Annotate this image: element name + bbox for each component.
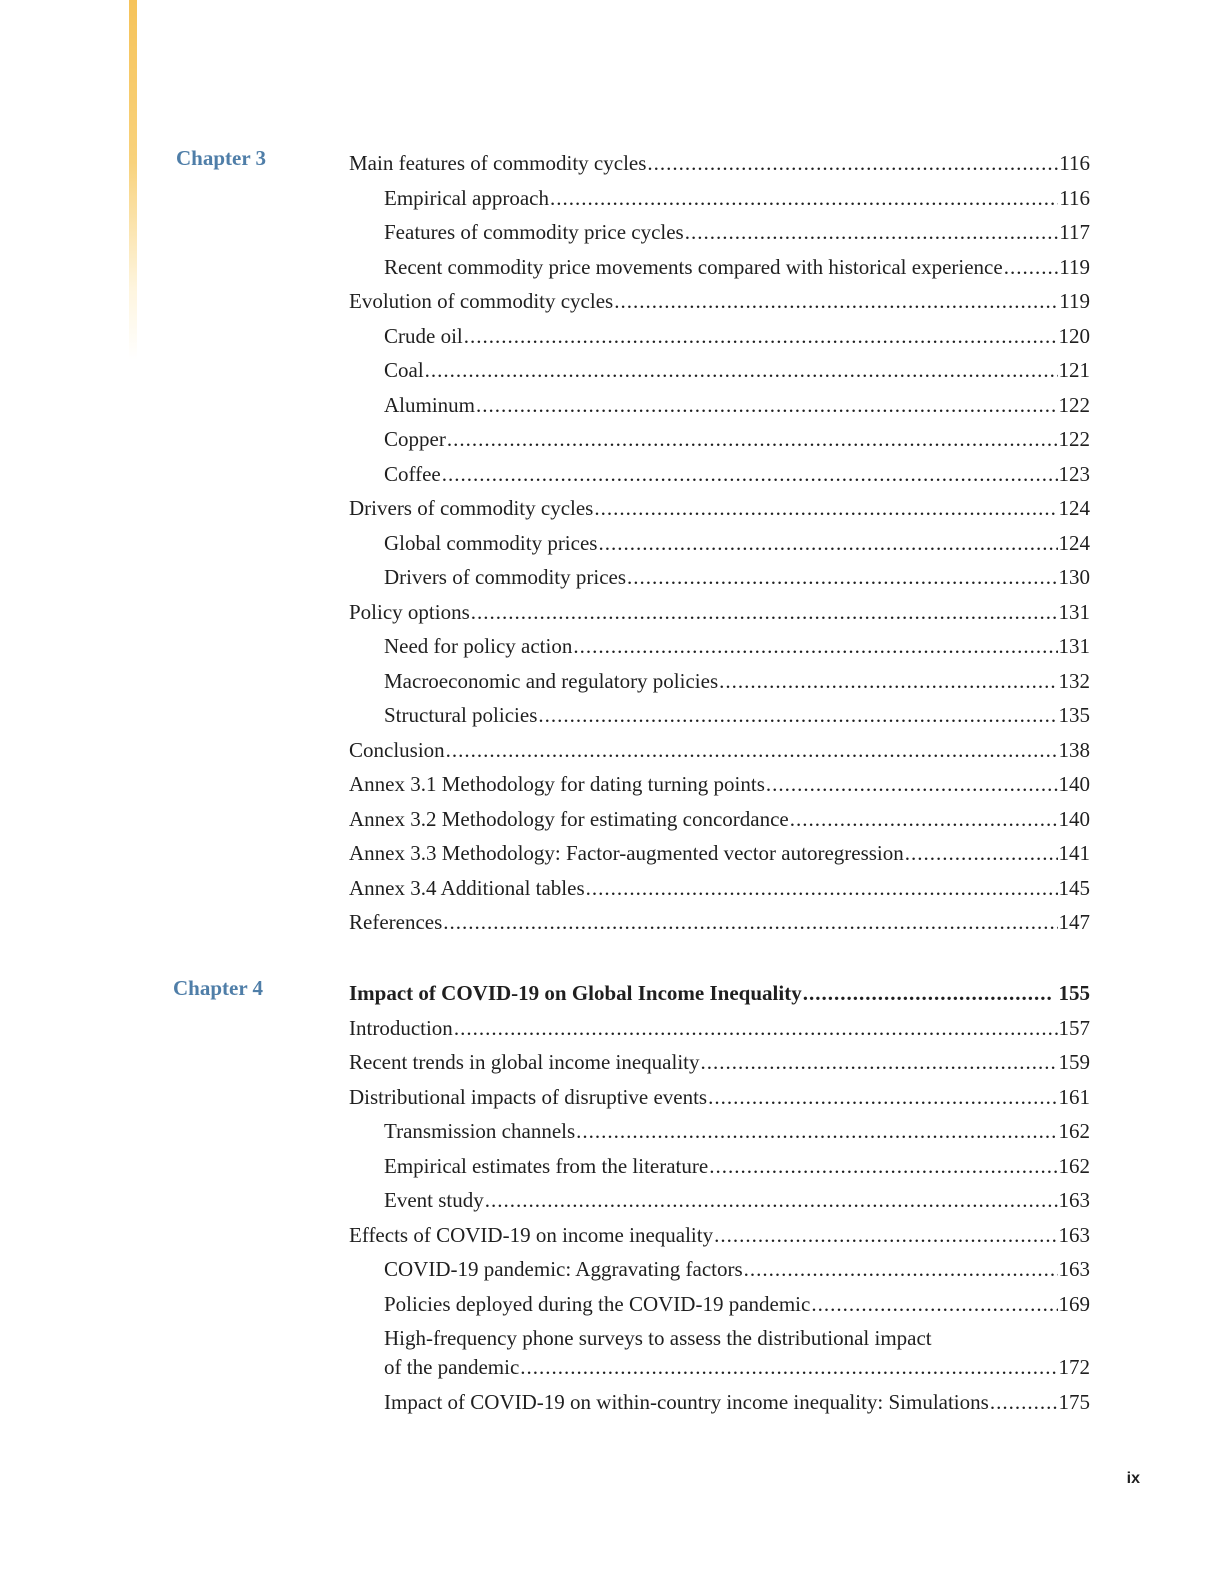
- toc-entry[interactable]: [349, 905, 1090, 940]
- toc-entry-title: Empirical approach: [384, 185, 550, 210]
- toc-entry[interactable]: [349, 146, 1090, 181]
- toc-entry[interactable]: [349, 767, 1090, 802]
- toc-entry-title: Recent commodity price movements compared with historical experience: [384, 254, 1003, 279]
- toc-entry-chapter-title[interactable]: [349, 976, 1090, 1011]
- toc-entry-title: COVID-19 pandemic: Aggravating factors: [384, 1257, 743, 1281]
- dot-leader: [538, 698, 1057, 733]
- toc-entry-page: 163: [1058, 1222, 1090, 1247]
- toc-entry[interactable]: [384, 526, 1090, 561]
- toc-entry-title: Evolution of commodity cycles: [349, 289, 614, 313]
- dot-leader: [471, 595, 1058, 630]
- dot-leader: [598, 526, 1057, 561]
- toc-entry-title: Introduction: [349, 1015, 453, 1040]
- toc-entry-page: 175: [1058, 1389, 1090, 1414]
- dot-leader: [719, 664, 1057, 699]
- toc-entry-page: 124: [1058, 530, 1090, 555]
- toc-entry[interactable]: [349, 595, 1090, 630]
- toc-entry[interactable]: [349, 1045, 1090, 1080]
- toc-entry-title: Global commodity prices: [384, 530, 598, 555]
- toc-entry-page: 162: [1058, 1153, 1090, 1178]
- toc-entry[interactable]: [384, 457, 1090, 492]
- toc-entry-page: 132: [1058, 668, 1090, 693]
- toc-entry-page: 116: [1059, 185, 1090, 210]
- dot-leader: [454, 1011, 1058, 1046]
- toc-entry-title-continued: of the pandemic: [384, 1355, 520, 1379]
- dot-leader: [990, 1385, 1058, 1420]
- toc-entry-title: Effects of COVID-19 on income inequality: [349, 1222, 714, 1247]
- toc-entries: [349, 146, 1090, 940]
- toc-entry-title: Need for policy action: [384, 634, 573, 658]
- dot-leader: [811, 1287, 1057, 1322]
- toc-entry-title: Policies deployed during the COVID-19 pandemic: [384, 1291, 811, 1316]
- dot-leader: [576, 1114, 1057, 1149]
- toc-entry-title: Aluminum: [384, 392, 476, 417]
- toc-entry-title: Coffee: [384, 461, 441, 486]
- toc-entry[interactable]: [384, 250, 1090, 285]
- toc-entry-title: Annex 3.4 Additional tables: [349, 875, 585, 900]
- chapter-label: Chapter 3: [176, 146, 267, 170]
- toc-entry[interactable]: [349, 1080, 1090, 1115]
- chapter-label: Chapter 4: [173, 976, 264, 1000]
- toc-entry-title: Features of commodity price cycles: [384, 220, 684, 244]
- toc-entry[interactable]: [384, 215, 1090, 250]
- dot-leader: [485, 1183, 1058, 1218]
- toc-entry-title: Impact of COVID-19 on within-country income inequality: Simulations: [384, 1389, 989, 1414]
- toc-entry[interactable]: [384, 1350, 1090, 1385]
- dot-leader: [447, 422, 1058, 457]
- dot-leader: [766, 767, 1058, 802]
- decorative-side-bar: [129, 0, 137, 360]
- toc-entry-page: 121: [1058, 358, 1090, 382]
- toc-entry[interactable]: [349, 733, 1090, 768]
- dot-leader: [708, 1080, 1057, 1115]
- toc-entry-page: 124: [1058, 496, 1090, 520]
- toc-entry-title: Annex 3.2 Methodology for estimating concordance: [349, 806, 789, 831]
- toc-entry-page: 119: [1059, 289, 1090, 313]
- toc-entry-page: 140: [1058, 806, 1090, 831]
- toc-entry-title: Impact of COVID-19 on Global Income Inequality: [349, 981, 802, 1005]
- toc-entry-page: 130: [1058, 565, 1090, 589]
- toc-entry[interactable]: [349, 284, 1090, 319]
- toc-entry[interactable]: [384, 319, 1090, 354]
- toc-entry-page: 123: [1058, 461, 1090, 486]
- dot-leader: [744, 1252, 1058, 1287]
- toc-entry-page: 120: [1058, 323, 1090, 348]
- toc-entry-page: 116: [1059, 151, 1090, 175]
- toc-entry-page: 163: [1058, 1188, 1090, 1212]
- toc-entry-page: 162: [1058, 1119, 1090, 1143]
- dot-leader: [464, 319, 1058, 354]
- toc-entry-title: Recent trends in global income inequality: [349, 1050, 700, 1074]
- toc-entry-page: 159: [1058, 1050, 1090, 1074]
- toc-entry-first-line[interactable]: [384, 1321, 1090, 1350]
- toc-entry[interactable]: [349, 871, 1090, 906]
- toc-entry[interactable]: [349, 836, 1090, 871]
- toc-entry-page: 155: [1058, 981, 1090, 1005]
- toc-entry-title: Conclusion: [349, 737, 445, 762]
- toc-entry-title: Structural policies: [384, 703, 538, 727]
- toc-entry[interactable]: [384, 181, 1090, 216]
- toc-entry-page: 138: [1058, 737, 1090, 762]
- toc-entry[interactable]: [384, 1149, 1090, 1184]
- dot-leader: [594, 491, 1057, 526]
- dot-leader: [586, 871, 1058, 906]
- dot-leader: [685, 215, 1059, 250]
- dot-leader: [701, 1045, 1058, 1080]
- toc-entry[interactable]: [384, 422, 1090, 457]
- toc-entry-page: 145: [1058, 875, 1090, 900]
- page-number: ix: [1126, 1470, 1140, 1487]
- toc-entry-page: 117: [1059, 220, 1090, 244]
- dot-leader: [476, 388, 1057, 423]
- dot-leader: [573, 629, 1057, 664]
- toc-entry-page: 131: [1058, 599, 1090, 624]
- dot-leader: [709, 1149, 1057, 1184]
- toc-entry-page: 141: [1058, 841, 1090, 865]
- toc-entry-title: Annex 3.1 Methodology for dating turning points: [349, 772, 765, 796]
- toc-entry[interactable]: [384, 353, 1090, 388]
- toc-entry-page: 169: [1058, 1291, 1090, 1316]
- toc-entry[interactable]: [384, 1252, 1090, 1287]
- toc-entry-page: 119: [1059, 254, 1090, 279]
- toc-entry-page: 122: [1058, 427, 1090, 451]
- toc-entries: [349, 976, 1090, 1419]
- toc-entry-title: Drivers of commodity prices: [384, 565, 627, 589]
- toc-entry[interactable]: [384, 1183, 1090, 1218]
- toc-entry-page: 172: [1058, 1355, 1090, 1379]
- toc-entry-page: 147: [1058, 910, 1090, 934]
- toc-entry[interactable]: [384, 560, 1090, 595]
- dot-leader: [446, 733, 1058, 768]
- toc-entry-title: Policy options: [349, 599, 470, 624]
- toc-entry-title: Event study: [384, 1188, 484, 1212]
- toc-entry-page: 140: [1058, 772, 1090, 796]
- toc-entry-title: Coal: [384, 358, 424, 382]
- toc-entry-title: Transmission channels: [384, 1119, 576, 1143]
- dot-leader: [614, 284, 1058, 319]
- toc-entry-title: Crude oil: [384, 323, 463, 348]
- toc-entry-title: Main features of commodity cycles: [349, 151, 647, 175]
- toc-entry[interactable]: [384, 664, 1090, 699]
- toc-entry[interactable]: [349, 1011, 1090, 1046]
- toc-entry[interactable]: [384, 1385, 1090, 1420]
- dot-leader: [627, 560, 1057, 595]
- toc-entry-title: Macroeconomic and regulatory policies: [384, 668, 719, 693]
- dot-leader: [905, 836, 1058, 871]
- dot-leader: [550, 181, 1058, 216]
- toc-entry[interactable]: [384, 629, 1090, 664]
- toc-entry[interactable]: [349, 1218, 1090, 1253]
- toc-entry[interactable]: [384, 1287, 1090, 1322]
- dot-leader: [425, 353, 1058, 388]
- toc-entry[interactable]: [384, 1114, 1090, 1149]
- dot-leader: [442, 457, 1058, 492]
- toc-entry-page: 122: [1058, 392, 1090, 417]
- toc-entry-page: 135: [1058, 703, 1090, 727]
- toc-entry[interactable]: [349, 491, 1090, 526]
- toc-entry[interactable]: [384, 388, 1090, 423]
- toc-entry-page: 161: [1058, 1084, 1090, 1109]
- toc-entry-title: Copper: [384, 427, 446, 451]
- toc-entry-title: Distributional impacts of disruptive events: [349, 1084, 708, 1109]
- dot-leader: [714, 1218, 1057, 1253]
- dot-leader: [1004, 250, 1059, 285]
- toc-entry-page: 157: [1058, 1015, 1090, 1040]
- dot-leader: [803, 976, 1052, 1011]
- dot-leader: [647, 146, 1058, 181]
- dot-leader: [790, 802, 1058, 837]
- toc-entry[interactable]: [384, 698, 1090, 733]
- toc-entry-title: References: [349, 910, 443, 934]
- toc-entry-title: Annex 3.3 Methodology: Factor-augmented vector autoregression: [349, 841, 904, 865]
- toc-entry-page: 131: [1058, 634, 1090, 658]
- dot-leader: [520, 1350, 1057, 1385]
- toc-entry-title: Drivers of commodity cycles: [349, 496, 594, 520]
- toc-entry-title: Empirical estimates from the literature: [384, 1153, 709, 1178]
- toc-entry-page: 163: [1058, 1257, 1090, 1281]
- dot-leader: [443, 905, 1057, 940]
- toc-entry-title: High-frequency phone surveys to assess the distributional impact: [384, 1326, 932, 1350]
- toc-entry[interactable]: [349, 802, 1090, 837]
